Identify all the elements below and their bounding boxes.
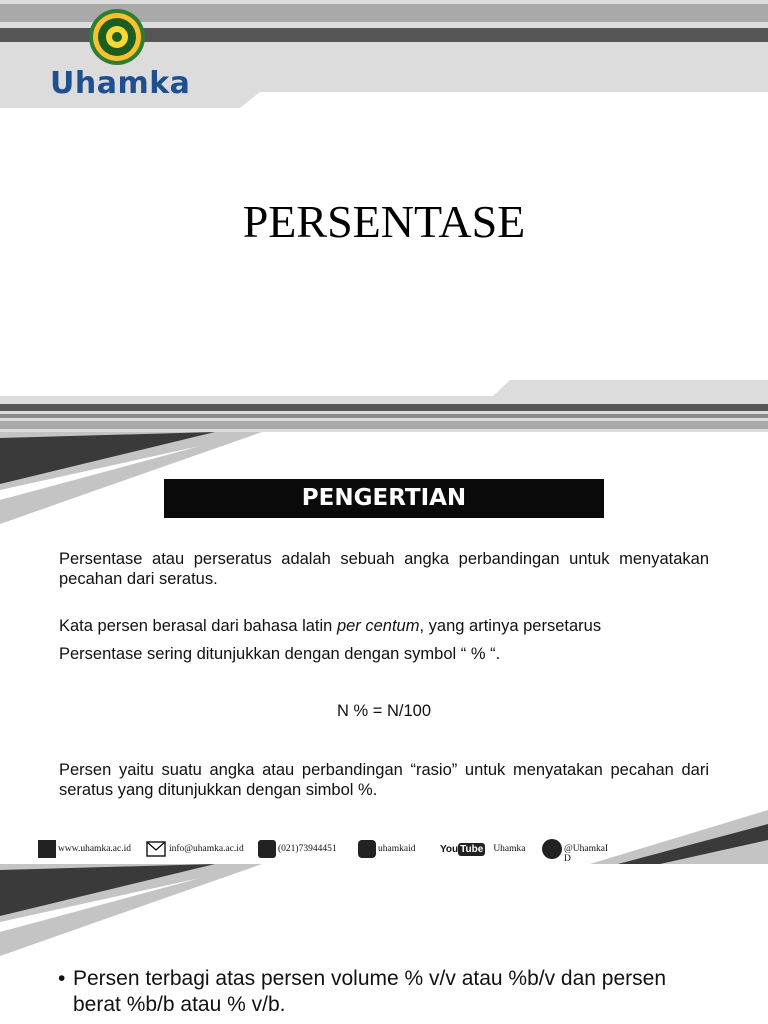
youtube-icon xyxy=(440,844,485,855)
etymology-latin-term: per centum xyxy=(336,617,420,635)
phone-text: (021)73944451 xyxy=(278,844,337,854)
globe-icon xyxy=(38,840,56,858)
footer-youtube[interactable] xyxy=(440,838,526,860)
etymology-text-end: , yang artinya persetarus xyxy=(419,617,602,635)
footer-instagram[interactable] xyxy=(358,838,415,860)
paragraph-definition: Persentase atau perseratus adalah sebuah angka perbandingan untuk menyatakan pecahan dari seratus. xyxy=(59,550,709,588)
uhamka-seal-logo xyxy=(88,8,146,66)
footer-phone[interactable] xyxy=(258,838,337,860)
twitter-icon xyxy=(542,839,562,859)
footer-website[interactable] xyxy=(38,838,131,860)
etymology-text-start: Kata persen berasal dari bahasa latin xyxy=(59,617,337,635)
youtube-logo-you: You xyxy=(440,843,459,855)
phone-icon xyxy=(258,840,276,858)
twitter-text: @UhamkaI D xyxy=(564,844,609,864)
instagram-text: uhamkaid xyxy=(378,844,416,854)
paragraph-etymology xyxy=(59,616,709,636)
definition-slide xyxy=(0,432,768,864)
uhamka-logo-text: Uhamka xyxy=(50,66,191,101)
formula: N % = N/100 xyxy=(336,702,431,720)
youtube-logo-tube: Tube xyxy=(460,843,484,855)
paragraph-symbol: Persentase sering ditunjukkan dengan dengan symbol “ % “. xyxy=(59,645,501,663)
title-slide xyxy=(0,0,768,432)
slide-title: PERSENTASE xyxy=(242,196,526,247)
footer-twitter[interactable] xyxy=(542,838,612,864)
website-text: www.uhamka.ac.id xyxy=(58,844,131,854)
paragraph-rasio: Persen yaitu suatu angka atau perbandingan “rasio” untuk menyatakan pecahan dari seratus yang ditunjukkan dengan simbol %. xyxy=(59,761,709,799)
email-text: info@uhamka.ac.id xyxy=(169,844,244,854)
bullet-dot: • xyxy=(58,967,66,990)
section-heading: PENGERTIAN xyxy=(301,485,467,511)
envelope-icon xyxy=(146,841,166,857)
youtube-text: Uhamka xyxy=(493,844,526,854)
bullet-text: Persen terbagi atas persen volume % v/v atau %b/v dan persen berat %b/b atau % v/b. xyxy=(73,967,667,1016)
heading-banner xyxy=(164,479,604,518)
types-slide xyxy=(0,864,768,1024)
instagram-icon xyxy=(358,840,376,858)
footer-email[interactable] xyxy=(146,838,244,860)
